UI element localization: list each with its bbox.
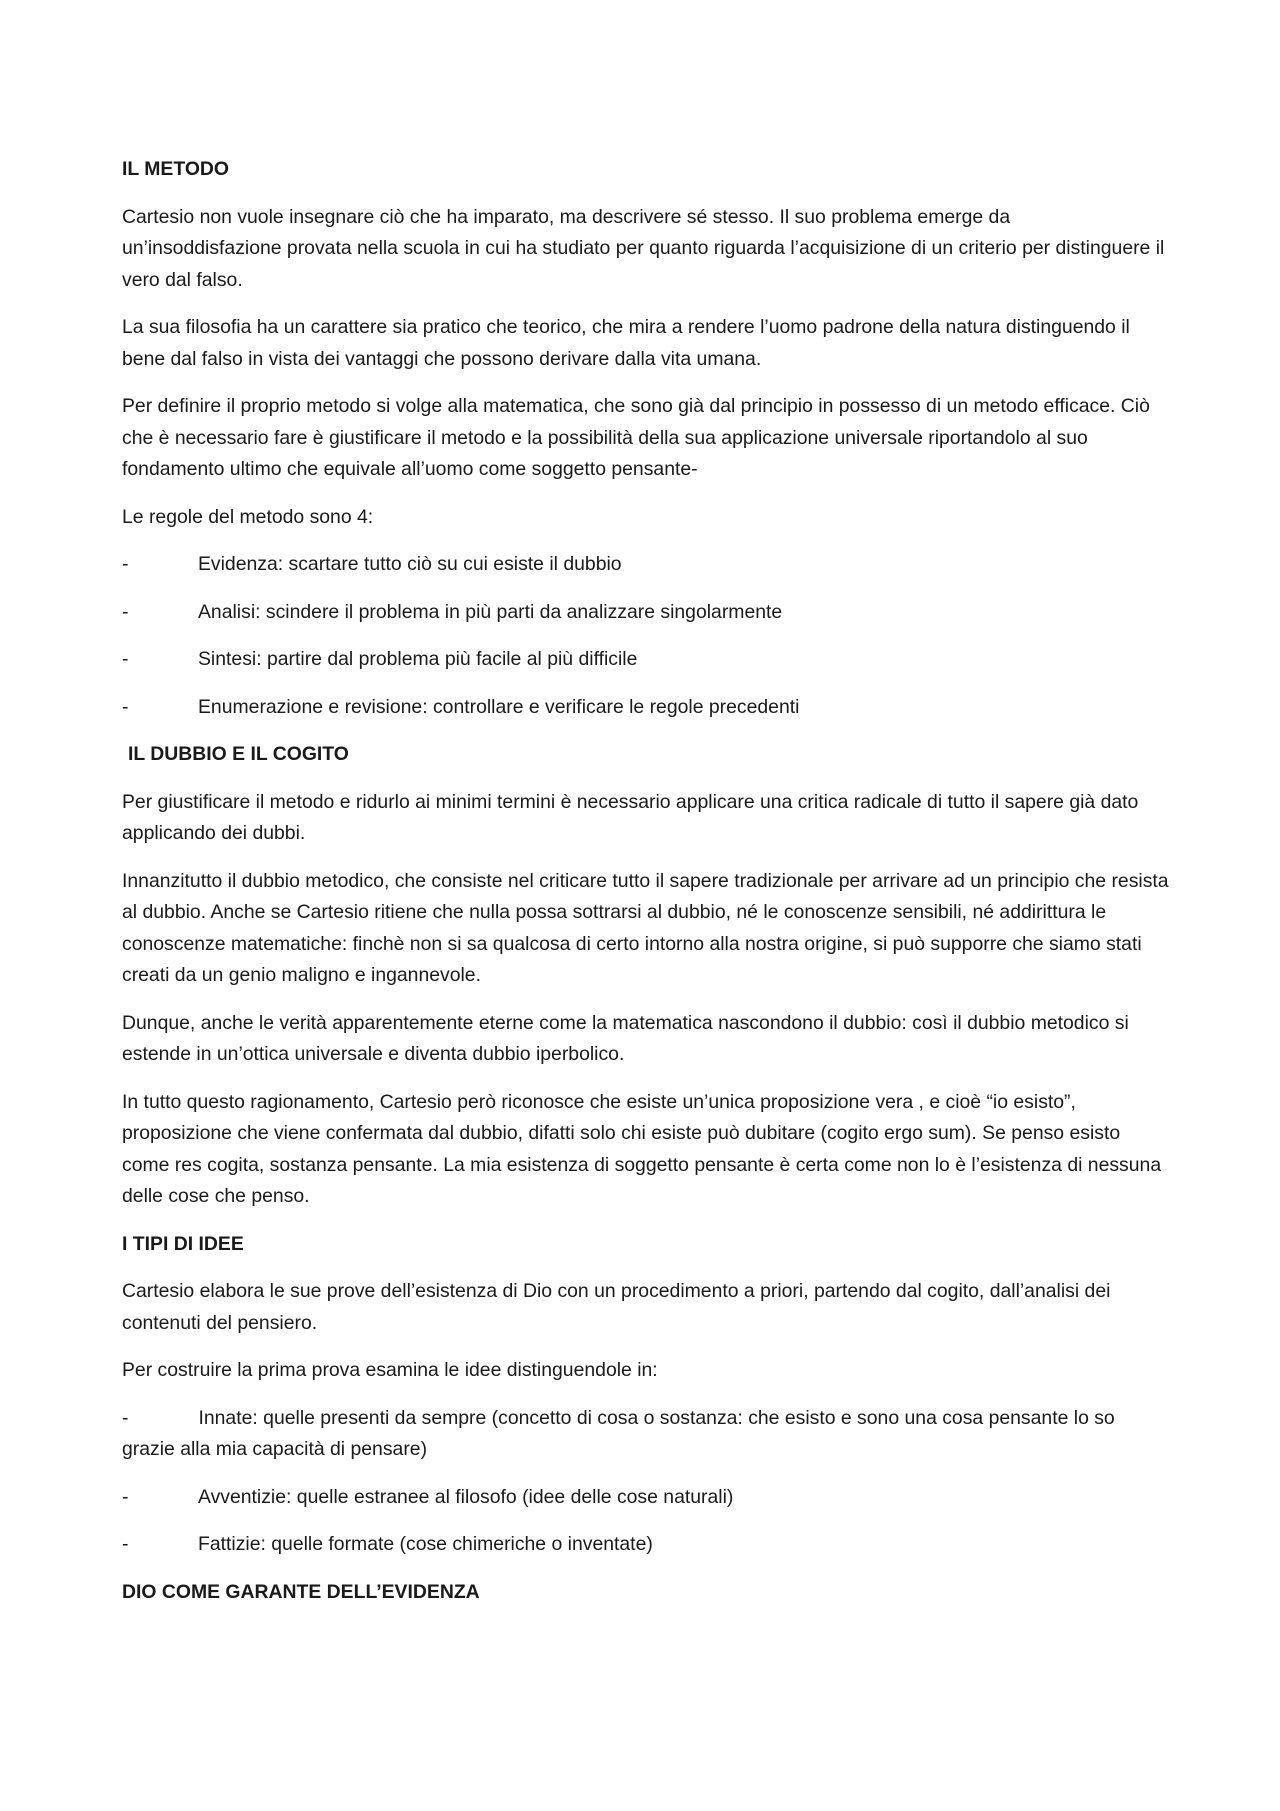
list-item bbox=[122, 644, 1172, 676]
list-item bbox=[122, 549, 1172, 581]
list-bullet: - bbox=[122, 695, 129, 718]
paragraph: La sua filosofia ha un carattere sia pratico che teorico, che mira a rendere l’uomo padrone della natura distinguendo il bene dal falso in vista dei vantaggi che possono derivare dalla vita umana. bbox=[122, 316, 1130, 370]
paragraph: Cartesio elabora le sue prove dell’esistenza di Dio con un procedimento a priori, partendo dal cogito, dall’analisi dei contenuti del pensiero. bbox=[122, 1280, 1111, 1334]
paragraph: Cartesio non vuole insegnare ciò che ha imparato, ma descrivere sé stesso. Il suo problema emerge da un’insoddisfazione provata nella scuola in cui ha studiato per quanto riguarda l’acquisizione di un criterio per distinguere il vero dal falso. bbox=[122, 205, 1165, 291]
list-bullet: - bbox=[122, 600, 129, 623]
list-bullet: - bbox=[122, 648, 129, 670]
paragraph: Dunque, anche le verità apparentemente eterne come la matematica nascondono il dubbio: così il dubbio metodico si estende in un’ottica universale e diventa dubbio iperbolico. bbox=[122, 1011, 1129, 1065]
list-item bbox=[122, 1482, 1172, 1514]
document-body bbox=[122, 154, 1172, 1624]
list-bullet: - bbox=[122, 1533, 129, 1555]
list-item bbox=[122, 692, 1172, 724]
heading-i-tipi-di-idee: I TIPI DI IDEE bbox=[122, 1232, 244, 1255]
list-item-text: Fattizie: quelle formate (cose chimeriche o inventate) bbox=[198, 1533, 653, 1555]
paragraph: In tutto questo ragionamento, Cartesio però riconosce che esiste un’unica proposizione vera , e cioè “io esisto”, proposizione che viene confermata dal dubbio, difatti solo chi esiste può dubitare (cogito ergo sum). Se penso esisto come res cogita, sostanza pensante. La mia esistenza di soggetto pensante è certa come non lo è l’esistenza di nessuna delle cose che penso. bbox=[122, 1090, 1162, 1207]
list-bullet: - bbox=[122, 1406, 129, 1429]
list-item-text: Enumerazione e revisione: controllare e verificare le regole precedenti bbox=[198, 695, 800, 718]
list-item bbox=[122, 1529, 1172, 1561]
paragraph: Per costruire la prima prova esamina le idee distinguendole in: bbox=[122, 1359, 658, 1381]
list-item-text: Analisi: scindere il problema in più parti da analizzare singolarmente bbox=[198, 600, 783, 623]
heading-il-dubbio-e-il-cogito: IL DUBBIO E IL COGITO bbox=[128, 743, 349, 765]
list-bullet: - bbox=[122, 553, 129, 575]
list-bullet: - bbox=[122, 1485, 129, 1508]
paragraph: Per giustificare il metodo e ridurlo ai minimi termini è necessario applicare una critica radicale di tutto il sapere già dato applicando dei dubbi. bbox=[122, 790, 1139, 844]
list-item bbox=[122, 597, 1172, 629]
list-item-text: Avventizie: quelle estranee al filosofo (idee delle cose naturali) bbox=[198, 1485, 734, 1508]
heading-dio-come-garante: DIO COME GARANTE DELL’EVIDENZA bbox=[122, 1580, 480, 1603]
list-item-text: Sintesi: partire dal problema più facile al più difficile bbox=[198, 648, 638, 670]
heading-il-metodo: IL METODO bbox=[122, 158, 230, 180]
paragraph: Per definire il proprio metodo si volge alla matematica, che sono già dal principio in possesso di un metodo efficace. Ciò che è necessario fare è giustificare il metodo e la possibilità della sua applicazione universale riportandolo al suo fondamento ultimo che equivale all’uomo come soggetto pensante- bbox=[122, 395, 1150, 480]
paragraph: Innanzitutto il dubbio metodico, che consiste nel criticare tutto il sapere tradizionale per arrivare ad un principio che resista al dubbio. Anche se Cartesio ritiene che nulla possa sottrarsi al dubbio, né le conoscenze sensibili, né addirittura le conoscenze matematiche: finchè non si sa qualcosa di certo intorno alla nostra origine, si può supporre che siamo stati creati da un genio maligno e ingannevole. bbox=[122, 869, 1169, 986]
list-item bbox=[122, 1403, 1172, 1466]
paragraph: Le regole del metodo sono 4: bbox=[122, 505, 374, 528]
list-item-text: Innate: quelle presenti da sempre (concetto di cosa o sostanza: che esisto e sono una cosa pensante lo so grazie alla mia capacità di pensare) bbox=[122, 1406, 1115, 1460]
list-item-text: Evidenza: scartare tutto ciò su cui esiste il dubbio bbox=[198, 553, 622, 575]
